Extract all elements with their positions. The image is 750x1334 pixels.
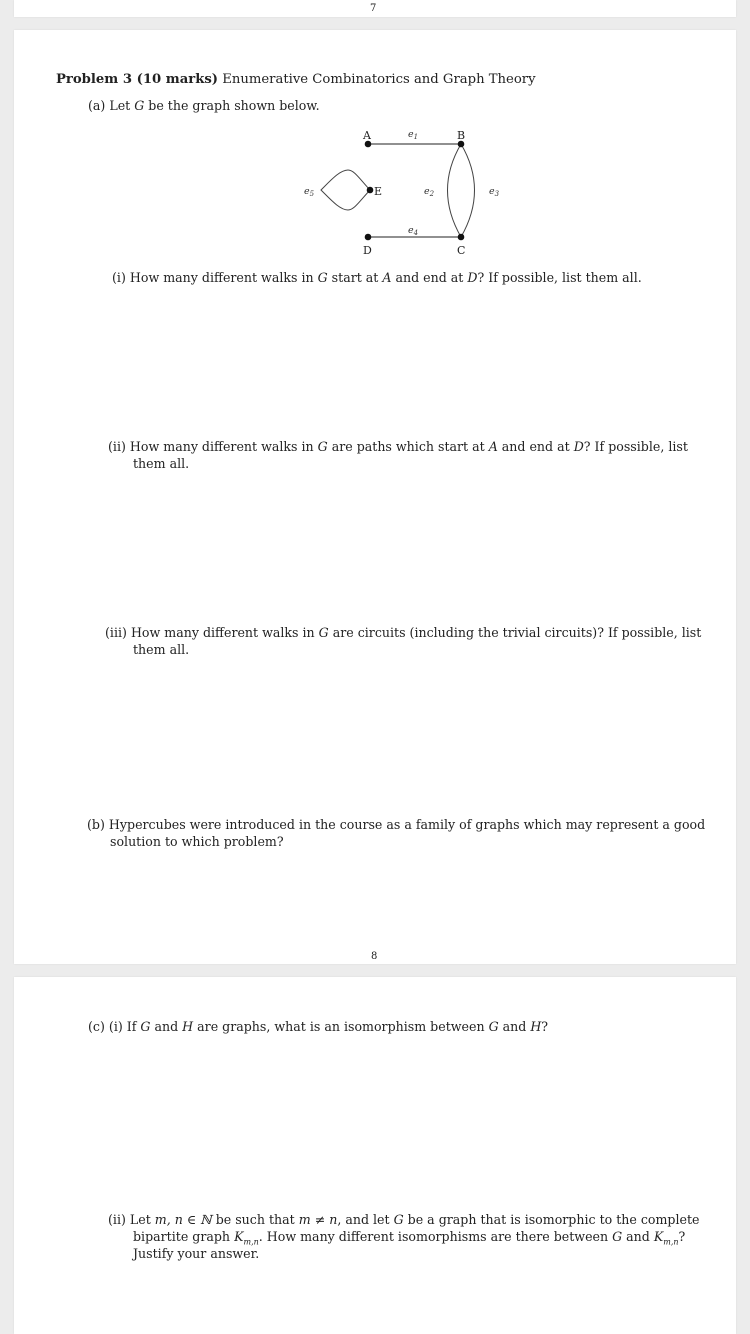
question-a-iii-v1: G [318, 625, 329, 640]
question-c-ii-label: (ii) [108, 1212, 126, 1227]
question-b-label: (b) [87, 817, 105, 832]
edge-label-e1: $e_1$ [408, 129, 419, 141]
question-c-ii-m1: m, n ∈ ℕ [154, 1212, 212, 1227]
vertex-b-label: B [457, 129, 466, 142]
question-c-ii-m2: m ≠ n [298, 1212, 338, 1227]
part-a-intro-prefix: (a) Let [88, 98, 135, 113]
edge-e2 [448, 144, 462, 237]
edge-label-e5: $e_5$ [304, 186, 315, 198]
vertex-c-label: C [457, 244, 466, 257]
question-a-i-label: (i) [112, 270, 126, 285]
question-c-i [88, 1018, 548, 1035]
question-a-ii-line2: them all. [133, 456, 190, 471]
question-a-iii-t1: How many different walks in [130, 625, 319, 640]
question-c-i-t1: If [126, 1019, 141, 1034]
question-c-i-t2: and [150, 1019, 183, 1034]
question-a-i-v1: G [317, 270, 328, 285]
question-a-iii-t2: are circuits (including the trivial circuits)? If possible, list [328, 625, 702, 640]
question-c-ii-l2-t3: and [622, 1229, 654, 1244]
question-c-ii-k2-sub: m,n [663, 1237, 679, 1247]
page-number-top: 7 [370, 3, 377, 14]
question-a-i [112, 269, 642, 286]
question-b-line1: Hypercubes were introduced in the course as a family of graphs which may represent a good [108, 817, 706, 832]
part-a-intro-var: G [134, 98, 145, 113]
question-c-i-label: (i) [108, 1019, 123, 1034]
question-a-i-v3: D [467, 270, 478, 285]
question-c-ii [108, 1211, 699, 1228]
question-b [87, 816, 705, 833]
part-a-intro-suffix: be the graph shown below. [144, 98, 320, 113]
question-a-ii-v2: A [488, 439, 498, 454]
question-a-iii-label: (iii) [105, 625, 127, 640]
question-c-i-t3: are graphs, what is an isomorphism between [193, 1019, 489, 1034]
graph-figure [304, 126, 524, 260]
question-a-i-t4: ? If possible, list them all. [477, 270, 642, 285]
question-a-ii-t2: are paths which start at [327, 439, 489, 454]
question-a-ii-t1: How many different walks in [129, 439, 318, 454]
edge-e5-loop [321, 170, 370, 210]
question-a-ii-label: (ii) [108, 439, 126, 454]
question-c-label: (c) [88, 1019, 105, 1034]
question-a-i-t3: and end at [391, 270, 468, 285]
question-c-ii-line3: Justify your answer. [133, 1246, 260, 1261]
vertex-d [365, 234, 372, 241]
question-a-i-v2: A [382, 270, 392, 285]
question-c-ii-k-sub: m,n [243, 1237, 259, 1247]
edge-label-e4: $e_4$ [408, 225, 419, 237]
question-c-i-v4: H [530, 1019, 542, 1034]
problem-heading [56, 71, 536, 88]
question-c-ii-t4: be a graph that is isomorphic to the complete [403, 1212, 700, 1227]
problem-label: Problem 3 (10 marks) [56, 72, 219, 87]
graph-svg [304, 126, 524, 260]
question-c-ii-k2: K [653, 1229, 664, 1244]
question-c-ii-l2-t4: ? [678, 1229, 686, 1244]
question-a-ii-v3: D [573, 439, 584, 454]
question-a-ii [108, 438, 688, 455]
question-a-i-t2: start at [327, 270, 383, 285]
page-8 [14, 30, 736, 964]
question-b-line2: solution to which problem? [110, 834, 284, 849]
question-c-i-v3: G [488, 1019, 499, 1034]
question-a-iii [105, 624, 701, 641]
page-9 [14, 977, 736, 1334]
question-c-ii-t2: be such that [211, 1212, 299, 1227]
question-a-i-t1: How many different walks in [129, 270, 318, 285]
question-a-iii-line2: them all. [133, 642, 190, 657]
part-a-intro [88, 97, 320, 114]
vertex-c [458, 234, 465, 241]
vertex-a-label: A [363, 129, 371, 142]
question-c-i-v1: G [140, 1019, 151, 1034]
question-c-ii-v1: G [393, 1212, 404, 1227]
edge-label-e2: $e_2$ [424, 186, 435, 198]
question-c-i-t5: ? [541, 1019, 549, 1034]
question-c-ii-k: K [234, 1229, 244, 1244]
question-c-i-v2: H [182, 1019, 194, 1034]
vertex-d-label: D [363, 244, 372, 257]
problem-topic: Enumerative Combinatorics and Graph Theory [222, 72, 536, 87]
question-c-ii-t3: , and let [337, 1212, 394, 1227]
question-c-ii-t1: Let [129, 1212, 155, 1227]
page-number-middle: 8 [371, 951, 378, 962]
question-a-ii-v1: G [317, 439, 328, 454]
question-a-ii-t3: and end at [497, 439, 574, 454]
question-c-ii-v2: G [612, 1229, 623, 1244]
question-c-ii-l2-t2: . How many different isomorphisms are there between [258, 1229, 613, 1244]
vertex-e-label: E [374, 185, 383, 198]
page-fragment-top [14, 0, 736, 17]
edge-e3 [461, 144, 475, 237]
question-a-ii-t4: ? If possible, list [583, 439, 688, 454]
vertex-e [367, 187, 374, 194]
question-c-i-t4: and [498, 1019, 531, 1034]
edge-label-e3: $e_3$ [489, 186, 500, 198]
question-c-ii-l2-t1: bipartite graph [133, 1229, 235, 1244]
